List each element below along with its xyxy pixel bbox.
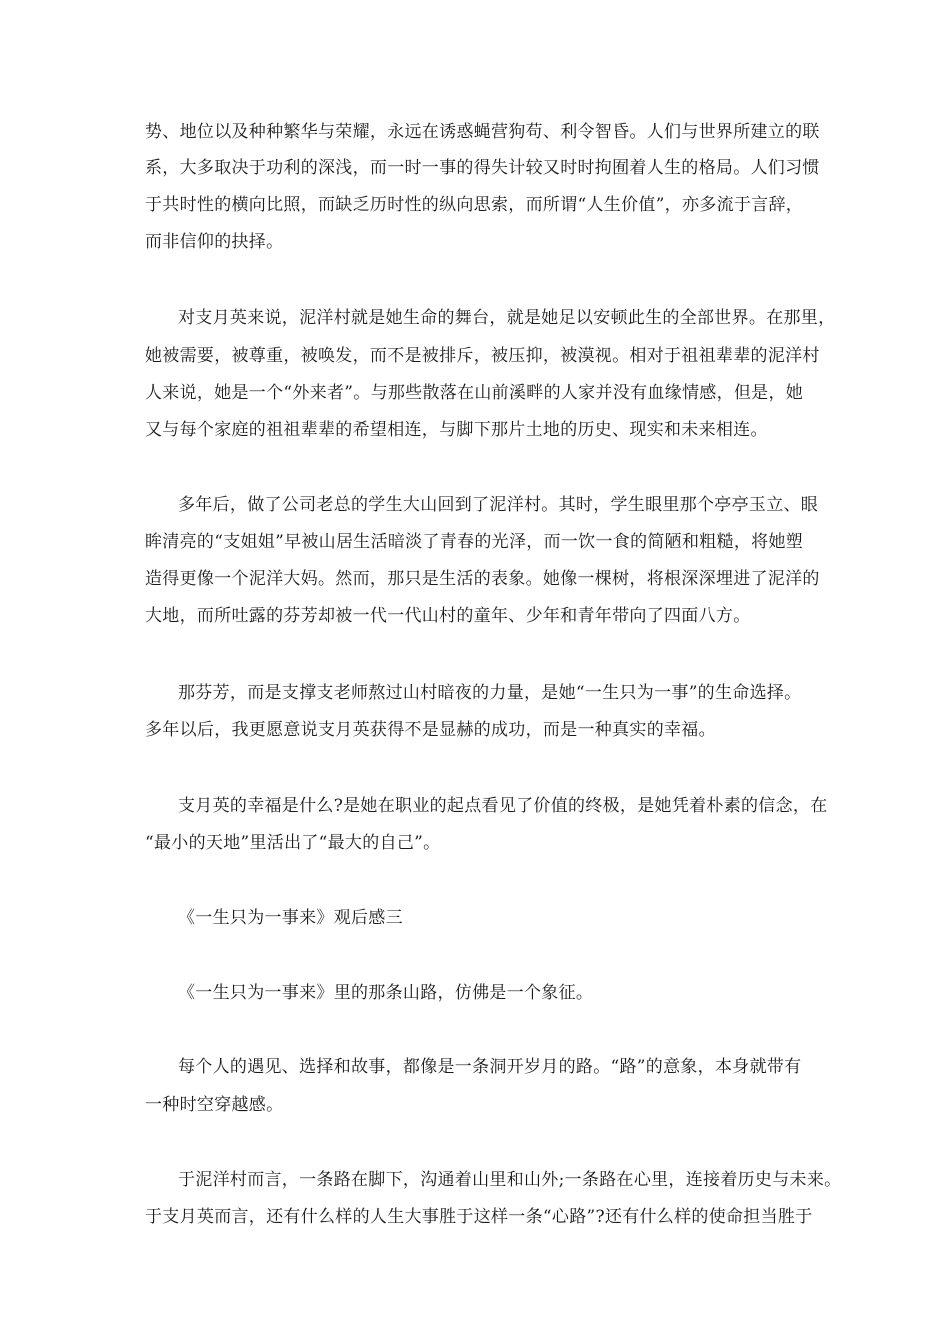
text-line: 对支月英来说，泥洋村就是她生命的舞台，就是她足以安顿此生的全部世界。在那里， — [178, 308, 836, 328]
text-line: 于支月英而言，还有什么样的人生大事胜于这样一条“心路”?还有什么样的使命担当胜于 — [145, 1207, 813, 1227]
text-line: 于共时性的横向比照，而缺乏历时性的纵向思索，而所谓“人生价值”，亦多流于言辞， — [145, 195, 804, 215]
text-line: 大地，而所吐露的芬芳却被一代一代山村的童年、少年和青年带向了四面八方。 — [145, 606, 751, 626]
text-line: 多年以后，我更愿意说支月英获得不是显赫的成功，而是一种真实的幸福。 — [145, 720, 716, 740]
text-line: 她被需要，被尊重，被唤发，而不是被排斥，被压抑，被漠视。相对于祖祖辈辈的泥洋村 — [145, 346, 820, 366]
section-heading: 《一生只为一事来》观后感三 — [178, 908, 403, 928]
text-line: 多年后，做了公司老总的学生大山回到了泥洋村。其时，学生眼里那个亭亭玉立、眼 — [178, 495, 819, 515]
text-line: 而非信仰的抉择。 — [145, 232, 284, 252]
text-line: 又与每个家庭的祖祖辈辈的希望相连，与脚下那片土地的历史、现实和未来相连。 — [145, 420, 768, 440]
text-line: 人来说，她是一个“外来者”。与那些散落在山前溪畔的人家并没有血缘情感，但是，她 — [145, 383, 804, 403]
text-line: 势、地位以及种种繁华与荣耀，永远在诱惑蝇营狗苟、利令智昏。人们与世界所建立的联 — [145, 122, 820, 142]
text-line: 于泥洋村而言，一条路在脚下，沟通着山里和山外;一条路在心里，连接着历史与未来。 — [178, 1170, 842, 1190]
text-line: 造得更像一个泥洋大妈。然而，那只是生活的表象。她像一棵树，将根深深埋进了泥洋的 — [145, 569, 820, 589]
text-line: 《一生只为一事来》里的那条山路，仿佛是一个象征。 — [178, 983, 594, 1003]
text-line: 系，大多取决于功利的深浅，而一时一事的得失计较又时时拘囿着人生的格局。人们习惯 — [145, 158, 820, 178]
text-line: 眸清亮的“支姐姐”早被山居生活暗淡了青春的光泽，而一饮一食的简陋和粗糙，将她塑 — [145, 532, 804, 552]
text-line: 一种时空穿越感。 — [145, 1095, 284, 1115]
text-line: 那芬芳，而是支撑支老师熬过山村暗夜的力量，是她“一生只为一事”的生命选择。 — [178, 683, 802, 703]
text-line: 每个人的遇见、选择和故事，都像是一条洞开岁月的路。“路”的意象，本身就带有 — [178, 1057, 802, 1077]
text-line: “最小的天地”里活出了“最大的自己”。 — [145, 833, 441, 853]
text-line: 支月英的幸福是什么?是她在职业的起点看见了价值的终极，是她凭着朴素的信念，在 — [178, 796, 828, 816]
